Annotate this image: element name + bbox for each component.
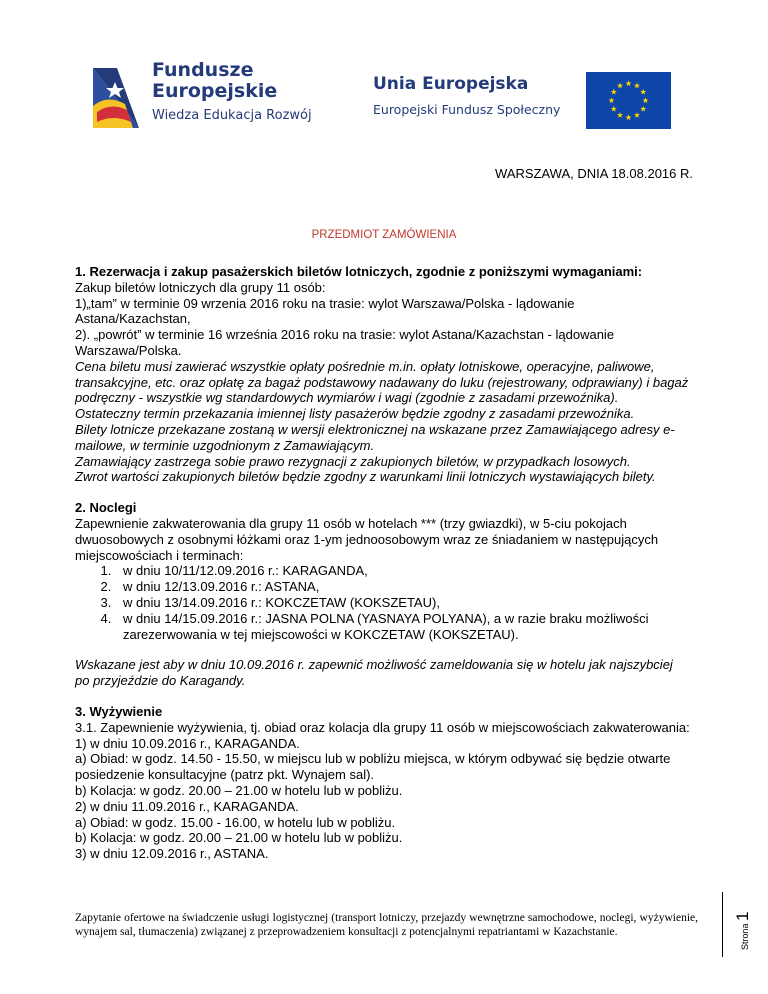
fe-logo-line2: Europejskie (152, 80, 278, 102)
fundusze-europejskie-emblem-icon (93, 62, 145, 134)
meals-line: 3.1. Zapewnienie wyżywienia, tj. obiad oraz kolacja dla grupy 11 osób w miejscowościach zakwaterowania: (75, 719, 690, 735)
section2-heading: 2. Noclegi (75, 500, 137, 516)
section1-e-ticket-note: Bilety lotnicze przekazane zostaną w wersji elektronicznej na wskazane przez Zamawiającego adresy e-mailowe, w terminie uzgodnionym z Zamawiającym. (75, 421, 675, 453)
page-number-label (733, 911, 753, 950)
section3-heading: 3. Wyżywienie (75, 703, 163, 719)
document-body (75, 264, 690, 862)
ue-logo-subtitle: Europejski Fundusz Społeczny (373, 102, 561, 117)
accommodation-list (75, 563, 690, 642)
accommodation-item: 4. w dniu 14/15.09.2016 r.: JASNA POLNA (YASNAYA POLYANA), a w razie braku możliwości zarezerwowania w tej miejscowości w KOKCZETAW (KOKSZETAU). (115, 611, 690, 643)
footer-text: Zapytanie ofertowe na świadczenie usługi logistycznej (transport lotniczy, przejazdy wewnętrzne samochodowe, noclegi, wyżywienie, wynajem sal, tłumaczenia) związanej z przeprowadzeniem konsultacji z potencjalnymi repatriantami w Kazachstanie. (75, 912, 698, 938)
date-line: WARSZAWA, DNIA 18.08.2016 R. (495, 166, 693, 181)
meals-line: 3) w dniu 12.09.2016 r., ASTANA. (75, 846, 269, 862)
section1-item2: 2). „powrót” w terminie 16 września 2016 roku na trasie: wylot Astana/Kazachstan - lądowanie Warszawa/Polska. (75, 327, 615, 358)
fe-logo-line1: Fundusze (152, 59, 254, 81)
fe-logo-tagline: Wiedza Edukacja Rozwój (152, 108, 312, 123)
section1-refund-note: Zwrot wartości zakupionych biletów będzie zgodny z warunkami linii lotniczych wystawiających bilety. (75, 469, 656, 485)
section2-checkin-note: Wskazane jest aby w dniu 10.09.2016 r. zapewnić możliwość zameldowania się w hotelu jak najszybciej po przyjeździe do Karagandy. (75, 657, 673, 689)
footer-divider (722, 892, 723, 957)
section1-price-note: Cena biletu musi zawierać wszystkie opłaty pośrednie m.in. opłaty lotniskowe, operacyjne, paliwowe, transakcyjne, etc. oraz opłatę za bagaż podstawowy nadawany do luku (rejestrowany, odprawiany) i bagaż podręczny - wszystkie wg standardowych wymiarów i wagi (zgodnie z zasadami przewoźnika). (75, 358, 689, 406)
page-label-text: Strona (740, 923, 750, 950)
meals-line: b) Kolacja: w godz. 20.00 – 21.00 w hotelu lub w pobliżu. (75, 782, 403, 798)
accommodation-item: 2. w dniu 12/13.09.2016 r.: ASTANA, (115, 579, 690, 595)
section1-heading: 1. Rezerwacja i zakup pasażerskich biletów lotniczych, zgodnie z poniższymi wymaganiami: (75, 264, 643, 279)
accommodation-item: 1. w dniu 10/11/12.09.2016 r.: KARAGANDA, (115, 563, 690, 579)
section1-intro: Zakup biletów lotniczych dla grupy 11 osób: (75, 279, 326, 295)
ue-logo-text (373, 74, 560, 117)
accommodation-item: 3. w dniu 13/14.09.2016 r.: KOKCZETAW (KOKSZETAU), (115, 595, 690, 611)
subject-heading: PRZEDMIOT ZAMÓWIENIA (311, 229, 457, 241)
section1-cancellation-note: Zamawiający zastrzega sobie prawo rezygnacji z zakupionych biletów, w przypadkach losowych. (75, 453, 631, 469)
meals-line: 2) w dniu 11.09.2016 r., KARAGANDA. (75, 798, 299, 814)
section1-item1: 1)„tam” w terminie 09 wrzenia 2016 roku na trasie: wylot Warszawa/Polska - lądowanie Astana/Kazachstan, (75, 295, 575, 327)
section1-passenger-list-note: Ostateczny termin przekazania imiennej listy pasażerów będzie zgodny z zasadami przewoźnika. (75, 406, 635, 422)
eu-flag-icon (586, 72, 671, 129)
meals-line: 1) w dniu 10.09.2016 r., KARAGANDA. (75, 735, 300, 751)
section2-intro: Zapewnienie zakwaterowania dla grupy 11 osób w hotelach *** (trzy gwiazdki), w 5-ciu pokojach dwuosobowych z osobnymi łóżkami oraz 1-ym jednoosobowym wraz ze śniadaniem w następujących miejscowościach i terminach: (75, 515, 659, 563)
fundusze-europejskie-logo (93, 60, 323, 135)
ue-logo-title: Unia Europejska (373, 74, 529, 94)
meals-line: b) Kolacja: w godz. 20.00 – 21.00 w hotelu lub w pobliżu. (75, 830, 403, 846)
meals-line: a) Obiad: w godz. 15.00 - 16.00, w hotelu lub w pobliżu. (75, 814, 396, 830)
meals-line: a) Obiad: w godz. 14.50 - 15.50, w miejscu lub w pobliżu miejsca, w którym odbywać się będzie otwarte posiedzenie konsultacyjne (patrz pkt. Wynajem sal). (75, 751, 671, 783)
page-number: 1 (733, 911, 752, 921)
